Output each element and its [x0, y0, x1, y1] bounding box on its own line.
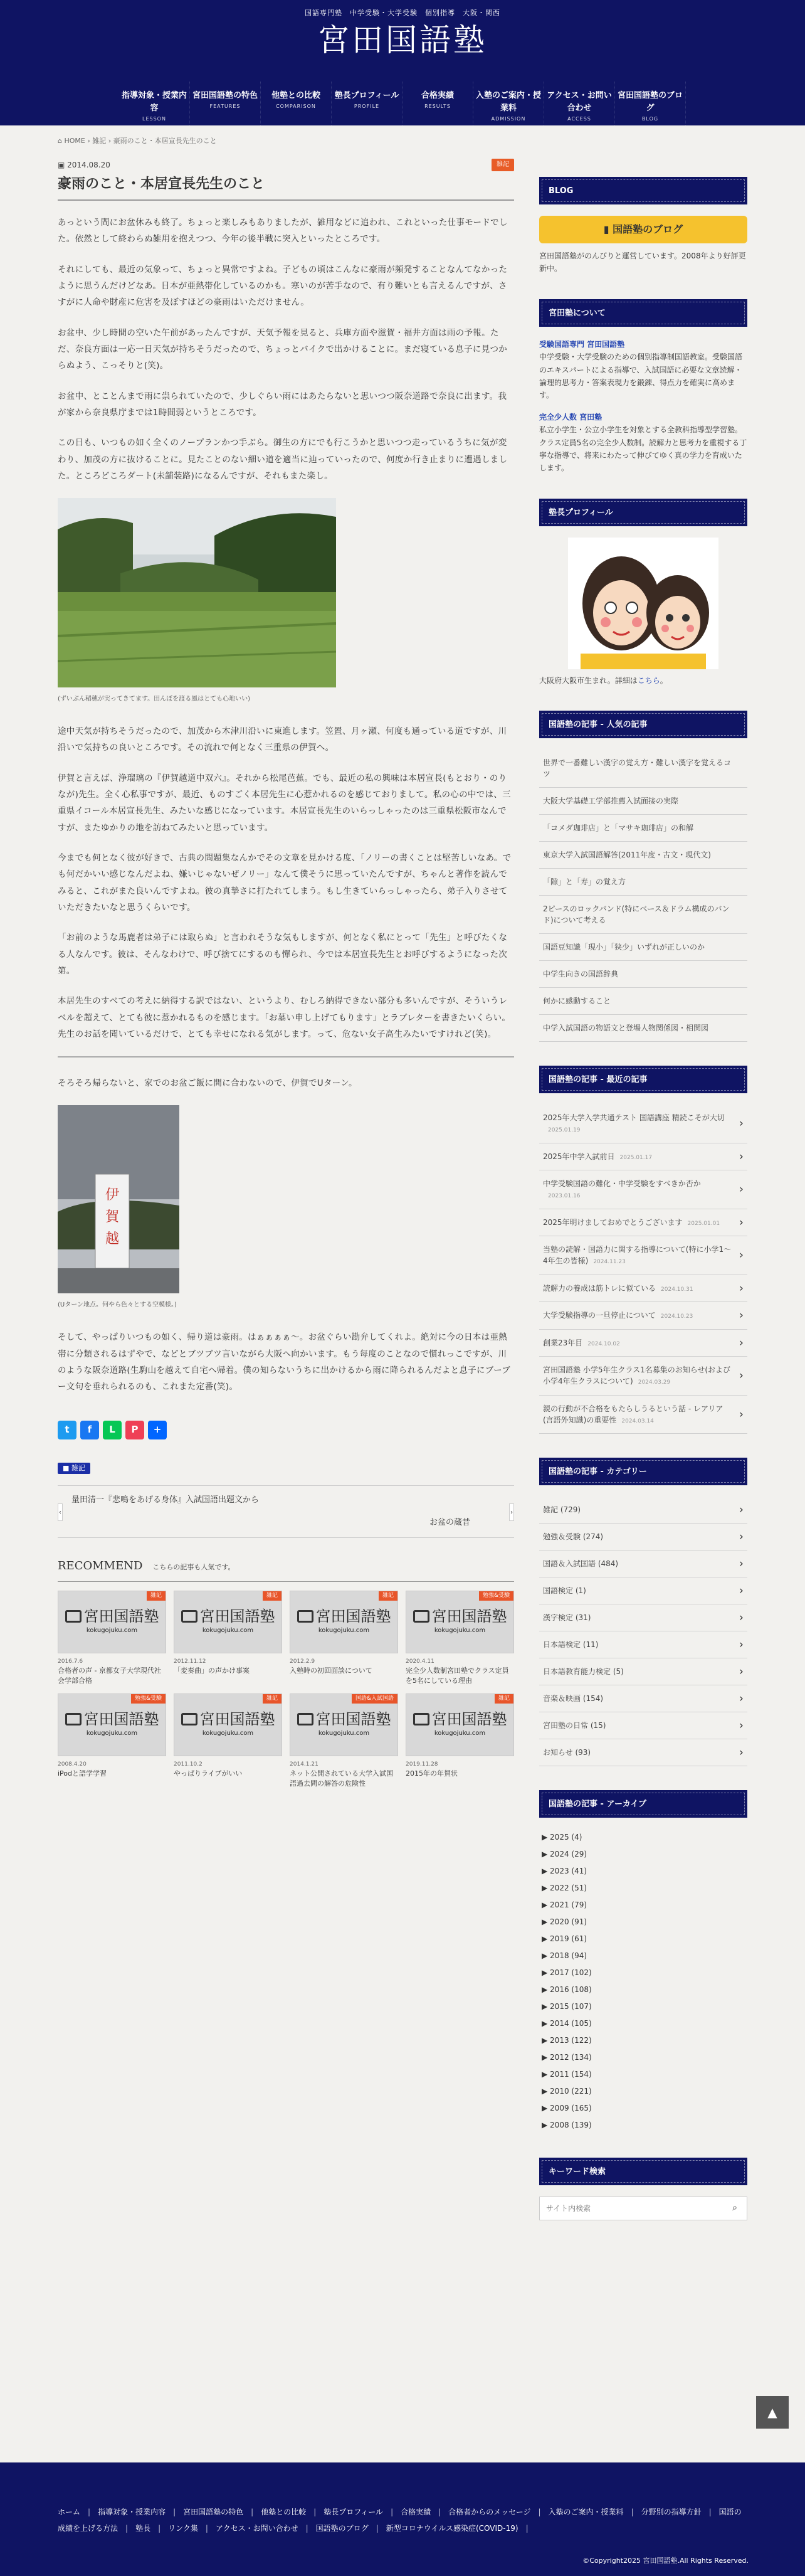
footer-link[interactable]: 宮田国語塾の特色 | — [183, 2508, 253, 2516]
recent-item[interactable] — [539, 1302, 747, 1330]
footer-link[interactable]: 国語塾のブログ | — [316, 2524, 379, 2533]
card-logo-url: kokugojuku.com — [434, 1627, 486, 1635]
recent-item-title: 読解力の養成は筋トレに似ている — [543, 1283, 656, 1293]
category-item[interactable]: 音楽＆映画 (154) › — [539, 1685, 747, 1712]
recommend-card[interactable] — [290, 1693, 398, 1789]
category-item[interactable]: お知らせ (93) › — [539, 1739, 747, 1766]
post-paragraph: 途中天気が持ちそうだったので、加茂から木津川沿いに東進します。笠置、月ヶ瀬、何度も通っている道ですが、川沿いで気持ちの良いところです。その流れで何となく三重県の伊賀へ。 — [58, 726, 507, 753]
widget-title: 国語塾の記事 - 最近の記事 — [539, 1066, 747, 1093]
footer-link[interactable]: 新型コロナウイルス感染症(COVID-19) | — [386, 2524, 529, 2533]
footer-link[interactable]: 国語の成績を上げる方法 | — [58, 2508, 742, 2533]
card-logo: 宮田国語塾 — [181, 1710, 275, 1728]
blog-description: 宮田国語塾がのんびりと運営しています。2008年より好評更新中。 — [539, 252, 746, 273]
recent-item[interactable] — [539, 1275, 747, 1303]
widget-title: 宮田塾について — [539, 299, 747, 327]
prev-post-link[interactable]: 量田清一『悲鳴をあげる身体』入試国語出題文から — [71, 1495, 260, 1505]
about-link-small-class[interactable]: 完全少人数 宮田塾 — [539, 412, 602, 421]
card-category-badge: 雑記 — [263, 1591, 281, 1601]
prev-arrow-icon[interactable]: ‹ — [58, 1503, 63, 1521]
popular-item[interactable]: 東京大学入試国語解答(2011年度・古文・現代文) — [539, 842, 747, 869]
more-share-icon[interactable]: + — [148, 1421, 167, 1439]
nav-comparison[interactable]: 他塾との比較 COMPARISON — [261, 82, 332, 125]
recent-item-title: 2025年明けましておめでとうございます — [543, 1217, 683, 1227]
card-logo-url: kokugojuku.com — [434, 1730, 486, 1737]
search-icon[interactable]: ⌕ — [732, 2203, 737, 2213]
book-icon — [413, 1610, 429, 1623]
card-thumbnail — [58, 1693, 166, 1756]
recommend-card[interactable] — [58, 1693, 166, 1789]
post-paragraph: お盆中、少し時間の空いた午前があったんですが、天気予報を見ると、兵庫方面や滋賀・福井方面は雨の予報。ただ、奈良方面は一応一日天気が持ちそうだったので、ちょっとバイクで出かけることに。まだ寝ている息子に見つからぬよう、こっそりと(笑)。 — [58, 327, 508, 371]
recent-item-date: 2024.03.14 — [621, 1418, 654, 1424]
card-thumbnail — [174, 1693, 282, 1756]
profile-illustration — [568, 538, 718, 669]
archive-item[interactable]: ▶ 2010 (221) — [542, 2087, 592, 2096]
card-date: 2019.11.28 — [406, 1761, 438, 1768]
recent-item-title: 中学受験国語の難化・中学受験をすべきか否か — [543, 1179, 701, 1189]
popular-item[interactable]: 国語豆知識「現小」「狭少」いずれが正しいのか — [539, 934, 747, 961]
footer-link[interactable]: 合格者からのメッセージ | — [448, 2508, 540, 2516]
archive-item[interactable]: ▶ 2022 (51) — [542, 1884, 587, 1893]
card-logo: 宮田国語塾 — [297, 1608, 391, 1625]
pocket-share-icon[interactable]: P — [125, 1421, 144, 1439]
card-date: 2008.4.20 — [58, 1761, 87, 1768]
category-item[interactable]: 日本語検定 (11) › — [539, 1631, 747, 1658]
card-thumbnail — [406, 1693, 514, 1756]
archive-item[interactable]: ▶ 2013 (122) — [542, 2036, 592, 2045]
recommend-card[interactable] — [406, 1693, 514, 1789]
post-paragraph: あっという間にお盆休みも終了。ちょっと楽しみもありましたが、雑用などに追われ、これといった仕事モードでした。依然として終わらぬ雑用を抱えつつ、今年の後半戦に突入といったところです。 — [58, 218, 508, 245]
next-arrow-icon[interactable]: › — [509, 1503, 514, 1521]
archive-widget — [539, 1790, 747, 2134]
footer-link[interactable]: 塾長 | — [135, 2524, 160, 2533]
recent-item-title: 2025年中学入試前日 — [543, 1152, 615, 1161]
recent-item-date: 2023.01.16 — [548, 1193, 581, 1200]
recommend-grid — [58, 1591, 514, 1789]
archive-item[interactable]: ▶ 2024 (29) — [542, 1850, 587, 1859]
recommend-card[interactable] — [174, 1693, 282, 1789]
card-category-badge: 雑記 — [147, 1591, 166, 1601]
archive-list — [539, 1829, 747, 2134]
card-logo-url: kokugojuku.com — [86, 1627, 138, 1635]
post-category-badge[interactable]: 雑記 — [492, 159, 514, 171]
calendar-icon: ▣ — [58, 160, 68, 169]
recent-item-date: 2025.01.19 — [548, 1127, 581, 1134]
category-item[interactable]: 国語検定 (1) › — [539, 1577, 747, 1604]
popular-item[interactable]: 何かに感動すること — [539, 988, 747, 1015]
sign-text-3: 越 — [105, 1231, 120, 1248]
archive-item[interactable]: ▶ 2025 (4) — [542, 1833, 582, 1842]
footer-link[interactable]: 入塾のご案内・授業料 | — [549, 2508, 634, 2516]
twitter-share-icon[interactable]: t — [58, 1421, 76, 1439]
recent-item-title: 創業23年目 — [543, 1338, 583, 1347]
card-logo-url: kokugojuku.com — [86, 1730, 138, 1737]
card-date: 2012.11.12 — [174, 1658, 206, 1665]
copyright: ©Copyright2025 宮田国語塾.All Rights Reserved. — [582, 2557, 749, 2565]
nav-blog[interactable]: 宮田国語塾のブログ BLOG — [615, 82, 686, 125]
book-icon — [65, 1610, 82, 1623]
main-content — [58, 132, 514, 2244]
back-to-top-button[interactable]: ▲ — [756, 2396, 789, 2429]
profile-detail-link[interactable]: こちら — [637, 676, 660, 685]
footer-link[interactable]: 分野別の指導方針 | — [641, 2508, 712, 2516]
divider — [58, 1056, 514, 1057]
archive-item[interactable]: ▶ 2009 (165) — [542, 2104, 592, 2113]
book-icon: ▮ — [603, 223, 613, 235]
card-thumbnail — [406, 1591, 514, 1653]
card-title: 入塾時の初回面談について — [290, 1666, 372, 1675]
post-paragraph: お盆中、とことんまで雨に祟られていたので、少しぐらい雨にはあたらないと思いつつ阪奈道路で奈良に出ます。我が家から奈良県庁までは1時間弱というところです。 — [58, 391, 507, 418]
card-title: 完全少人数制宮田塾でクラス定員を5名にしている理由 — [406, 1666, 509, 1685]
recent-item-date: 2024.10.02 — [587, 1340, 620, 1347]
line-share-icon[interactable]: L — [103, 1421, 122, 1439]
recent-item[interactable] — [539, 1357, 747, 1396]
book-icon — [65, 1713, 82, 1725]
site-logo[interactable]: 宮田国語塾 — [318, 21, 487, 58]
archive-item[interactable]: ▶ 2017 (102) — [542, 1968, 592, 1978]
recent-item[interactable] — [539, 1170, 747, 1209]
popular-item[interactable]: 世界で一番難しい漢字の覚え方・難しい漢字を覚えるコツ — [539, 750, 747, 788]
card-logo: 宮田国語塾 — [297, 1710, 391, 1728]
recent-item-date: 2025.01.01 — [687, 1220, 720, 1227]
recent-item-date: 2024.10.23 — [660, 1313, 693, 1320]
recent-item-title: 2025年大学入学共通テスト 国語講座 精読こそが大切 — [543, 1113, 725, 1123]
archive-item[interactable]: ▶ 2023 (41) — [542, 1867, 587, 1876]
book-icon — [413, 1713, 429, 1725]
about-text-kokugo: 中学受験・大学受験のための個別指導制国語教室。受験国語のエキスパートによる指導で、入試国語に必要な文章読解・論理的思考力・答案表現力を鍛錬、得点力を確実に高めます。 — [539, 352, 743, 400]
recent-item[interactable] — [539, 1330, 747, 1357]
post-paragraph: 「お前のような馬鹿者は弟子には取らぬ」と言われそうな気もしますが、何となく私にとって「先生」と呼びたくなる人なんです。彼は、そんなわけで、呼び捨てにするのも憚られ、今では本居宣長先生とお呼びするようになった次第。 — [58, 933, 508, 976]
nav-access[interactable]: アクセス・お問い合わせ ACCESS — [544, 82, 615, 125]
widget-title: BLOG — [539, 177, 747, 204]
card-title: やっぱりライブがいい — [174, 1769, 243, 1778]
widget-title: 国語塾の記事 - カテゴリー — [539, 1458, 747, 1485]
card-date: 2016.7.6 — [58, 1658, 83, 1665]
site-footer — [0, 2462, 805, 2576]
search-box — [539, 2197, 747, 2220]
recommend-card[interactable] — [406, 1591, 514, 1686]
footer-nav — [58, 2462, 747, 2536]
archive-item[interactable]: ▶ 2021 (79) — [542, 1900, 587, 1910]
category-item[interactable]: 宮田塾の日常 (15) › — [539, 1712, 747, 1739]
recommend-card[interactable] — [58, 1591, 166, 1686]
card-title: 「変奏曲」の声かけ事案 — [174, 1666, 250, 1675]
next-post-link[interactable]: お盆の蔵昔 — [429, 1518, 470, 1528]
card-logo-url: kokugojuku.com — [318, 1627, 370, 1635]
search-widget — [539, 2158, 747, 2220]
footer-link[interactable]: ホーム | — [58, 2508, 90, 2516]
category-item[interactable]: 勉強＆受験 (274) › — [539, 1524, 747, 1550]
category-item[interactable]: 雑記 (729) › — [539, 1497, 747, 1524]
recent-item[interactable] — [539, 1236, 747, 1275]
card-thumbnail — [174, 1591, 282, 1653]
post-navigation — [58, 1485, 514, 1538]
book-icon — [181, 1610, 197, 1623]
footer-link[interactable]: 塾長プロフィール | — [324, 2508, 393, 2516]
card-title: 合格者の声 - 京都女子大学現代社会学部合格 — [58, 1666, 161, 1685]
facebook-share-icon[interactable]: f — [80, 1421, 99, 1439]
card-category-badge: 国語&入試国語 — [352, 1694, 397, 1704]
recent-list — [539, 1105, 747, 1434]
footer-link[interactable]: 他塾との比較 | — [261, 2508, 316, 2516]
share-buttons — [58, 1421, 514, 1439]
widget-title: 塾長プロフィール — [539, 499, 747, 526]
card-thumbnail — [290, 1591, 398, 1653]
nav-admission[interactable]: 入塾のご案内・授業料 ADMISSION — [473, 82, 544, 125]
recommend-section — [58, 1557, 514, 1789]
card-logo-url: kokugojuku.com — [318, 1730, 370, 1737]
book-icon — [181, 1713, 197, 1725]
recent-item-date: 2024.11.23 — [593, 1259, 626, 1266]
card-logo: 宮田国語塾 — [65, 1710, 159, 1728]
post-paragraph: 伊賀と言えば、浄瑠璃の『伊賀越道中双六』。それから松尾芭蕉。でも、最近の私の興味は本居宣長(もとおり・のりなが)先生。全く心私事ですが、最近、ものすごく本居先生に心惹かれるのを感じておりまして。私の心の中では、三重県イコール本居宣長先生、みたいな感じになっています。本居宣長先生のいらっしゃったのは三重県松阪市なんですが、またゆかりの地を訪ねてみたいと思っています。 — [58, 773, 511, 833]
recommend-title: RECOMMEND — [58, 1559, 143, 1573]
recent-item-title: 宮田国語塾 小学5年生クラス1名募集のお知らせ(および小学4年生クラスについて) — [543, 1365, 731, 1386]
recent-item-title: 大学受験指導の一旦停止について — [543, 1311, 656, 1320]
category-item[interactable]: 日本語教育能力検定 (5) › — [539, 1658, 747, 1685]
recent-item-date: 2024.03.29 — [638, 1379, 671, 1386]
card-category-badge: 雑記 — [495, 1694, 513, 1704]
popular-list — [539, 750, 747, 1042]
category-list — [539, 1497, 747, 1766]
archive-item[interactable]: ▶ 2016 (108) — [542, 1985, 592, 1995]
footer-link[interactable]: 指導対象・授業内容 | — [98, 2508, 176, 2516]
card-title: iPodと語学学習 — [58, 1769, 107, 1778]
widget-title: キーワード検索 — [539, 2158, 747, 2185]
card-category-badge: 雑記 — [379, 1591, 397, 1601]
archive-item[interactable]: ▶ 2011 (154) — [542, 2070, 592, 2079]
popular-item[interactable]: 中学入試国語の物語文と登場人物関係図・相関図 — [539, 1015, 747, 1042]
nav-lesson[interactable]: 指導対象・授業内容 LESSON — [119, 82, 190, 125]
post-title: 豪雨のこと・本居宣長先生のこと — [58, 171, 514, 201]
profile-text: 大阪府大阪市生まれ。詳細はこちら。 — [539, 676, 668, 685]
card-date: 2014.1.21 — [290, 1761, 318, 1768]
post-paragraph: 今までも何となく彼が好きで、古典の問題集なんかでその文章を見かける度、「ノリーの書くことは堅苦しいなあ。でも何だかいい感じなんだよね、嫌いじゃないぜノリー」なんて僕そうに思っていたんですが、ちゃんと著作を読んでみると、これがまた良いんですよね。彼の真摯さに打たれてしまう。もし生きていらっしゃったら、弟子入りさせていただきたいなと思うくらいです。 — [58, 853, 512, 913]
popular-item[interactable]: 大阪大学基礎工学部推薦入試面接の実際 — [539, 788, 747, 815]
card-category-badge: 雑記 — [263, 1694, 281, 1704]
sign-text-1: 伊 — [105, 1187, 120, 1204]
breadcrumb[interactable]: ⌂ HOME › 雑記 › 豪雨のこと・本居宣長先生のこと — [58, 137, 217, 145]
popular-item[interactable]: 中学生向きの国語辞典 — [539, 961, 747, 988]
archive-item[interactable]: ▶ 2020 (91) — [542, 1917, 587, 1927]
card-date: 2012.2.9 — [290, 1658, 315, 1665]
widget-title: 国語塾の記事 - 人気の記事 — [539, 711, 747, 738]
global-nav — [0, 82, 805, 125]
footer-link[interactable]: 合格実績 | — [401, 2508, 441, 2516]
archive-item[interactable]: ▶ 2018 (94) — [542, 1951, 587, 1961]
card-logo-url: kokugojuku.com — [202, 1730, 254, 1737]
book-icon — [297, 1610, 313, 1623]
photo-caption: (ずいぶん稲穂が実ってきてます。田んぼを渡る風はとても心地いい) — [58, 696, 251, 703]
recent-item[interactable] — [539, 1209, 747, 1237]
popular-item[interactable]: 「隙」と「寿」の覚え方 — [539, 869, 747, 896]
footer-link[interactable]: リンク集 | — [168, 2524, 208, 2533]
recent-item[interactable] — [539, 1396, 747, 1434]
card-category-badge: 勉強&受験 — [131, 1694, 166, 1704]
recent-item-date: 2024.10.31 — [661, 1286, 693, 1293]
card-logo: 宮田国語塾 — [65, 1608, 159, 1625]
archive-item[interactable]: ▶ 2008 (139) — [542, 2121, 592, 2130]
recent-item[interactable] — [539, 1143, 747, 1171]
about-text-small-class: 私立小学生・公立小学生を対象とする全教科指導型学習塾。クラス定員5名の完全少人数制。読解力と思考力を重視する丁寧な指導で、将来にわたって伸びてゆく真の学力を育成いたします。 — [539, 425, 747, 473]
sidebar — [539, 132, 747, 2244]
post-paragraph: そして、やっぱりいつもの如く、帰り道は豪雨。はぁぁぁぁ～。お盆ぐらい勘弁してくれよ。絶対に今の日本は亜熱帯に分類されるはずやで、などとブツブツ言いながら大阪へ向かいます。もう每度のことなので慣れっこですが、川のような阪奈道路(生駒山を越えて自宅へ帰着。僕の知らないうちに出かけるから雨に降られるんだよと息子にブーブー文句を垂れられるのも、これまた定番(笑)。 — [58, 1332, 511, 1392]
archive-item[interactable]: ▶ 2015 (107) — [542, 2002, 592, 2012]
nav-results[interactable]: 合格実績 RESULTS — [402, 82, 473, 125]
archive-item[interactable]: ▶ 2014 (105) — [542, 2019, 592, 2028]
sign-photo — [58, 1105, 179, 1293]
archive-item[interactable]: ▶ 2012 (134) — [542, 2053, 592, 2062]
card-title: 2015年の年賀状 — [406, 1769, 458, 1778]
card-thumbnail — [290, 1693, 398, 1756]
sign-text-2: 賀 — [105, 1209, 120, 1226]
about-widget — [539, 299, 747, 475]
post-article — [58, 159, 514, 1439]
popular-item[interactable]: 2ピースのロックバンド(特にベース＆ドラム構成のバンド)について考える — [539, 896, 747, 934]
post-paragraph: そろそろ帰らないと、家でのお盆ご飯に間に合わないので、伊賀でUターン。 — [58, 1078, 357, 1089]
card-category-badge: 勉強&受験 — [479, 1591, 513, 1601]
nav-profile[interactable]: 塾長プロフィール PROFILE — [332, 82, 402, 125]
popular-widget — [539, 711, 747, 1042]
site-header — [0, 0, 805, 82]
rice-field-photo — [58, 498, 336, 687]
recent-item-date: 2025.01.17 — [619, 1154, 653, 1161]
card-logo: 宮田国語塾 — [181, 1608, 275, 1625]
recent-item[interactable] — [539, 1105, 747, 1143]
card-date: 2011.10.2 — [174, 1761, 203, 1768]
card-logo: 宮田国語塾 — [413, 1710, 507, 1728]
category-item[interactable]: 国語＆入試国語 (484) › — [539, 1550, 747, 1577]
search-input[interactable] — [540, 2197, 723, 2220]
book-icon — [297, 1713, 313, 1725]
blog-widget — [539, 177, 747, 275]
widget-title: 国語塾の記事 - アーカイブ — [539, 1790, 747, 1818]
card-logo: 宮田国語塾 — [413, 1608, 507, 1625]
post-paragraph: 本居先生のすべての考えに納得する訳ではない、というより、むしろ納得できない部分も多いんですが、そういうレベルを超えて、とても彼に惹かれるものを感じます。「お墓い申し上げてもります」とラブレターを書きたいくらい。先生のお話を聞いているだけで、とても幸せになれる気がします。って、危ない女子高生みたいですけれど(笑)。 — [58, 996, 511, 1039]
recent-widget — [539, 1066, 747, 1434]
post-paragraph: それにしても、最近の気象って、ちょっと異常ですよね。子どもの頃はこんなに豪雨が頻発することなんてなかったように思うんだけどなあ。日本が亜熱帯化しているのかも。寒いのが苦手なので、有り難いとも言えるんですが、さすがに人命や財産に危害を及ぼすほどの豪雨はいただけません。 — [58, 264, 508, 308]
about-link-kokugo[interactable]: 受験国語専門 宮田国語塾 — [539, 339, 625, 349]
category-item[interactable]: 漢字検定 (31) › — [539, 1604, 747, 1631]
blog-button[interactable]: ▮ 国語塾のブログ — [539, 216, 747, 243]
recommend-card[interactable] — [174, 1591, 282, 1686]
recommend-card[interactable] — [290, 1591, 398, 1686]
post-category-chip[interactable]: ■ 雑記 — [58, 1463, 90, 1475]
post-paragraph: この日も、いつもの如く全くのノープランかつ手ぶら。御生の方にでも行こうかと思いつつ走っているうちに気が変わり、加茂の方に抜けることに。見たことのない細い道を適当に辿っていったので、何度か行き止まりに遭遇しました。ところどころダート(未舗装路)になるんですが、それもまた楽し。 — [58, 438, 508, 481]
popular-item[interactable]: 「コメダ珈琲店」と「マサキ珈琲店」の和解 — [539, 815, 747, 842]
card-date: 2020.4.11 — [406, 1658, 434, 1665]
site-tagline: 国語専門塾 中学受験・大学受験 個別指導 大阪・関西 — [305, 9, 500, 17]
profile-widget — [539, 499, 747, 687]
card-title: ネット公開されている大学入試国語過去問の解答の危険性 — [290, 1769, 393, 1788]
recent-item-title: 当塾の読解・国語力に関する指導について(特に小学1〜4年生の皆様) — [543, 1245, 732, 1266]
nav-features[interactable]: 宮田国語塾の特色 FEATURES — [190, 82, 261, 125]
card-logo-url: kokugojuku.com — [202, 1627, 254, 1635]
footer-link[interactable]: アクセス・お問い合わせ | — [216, 2524, 308, 2533]
category-widget — [539, 1458, 747, 1766]
archive-item[interactable]: ▶ 2019 (61) — [542, 1934, 587, 1944]
recent-item-title: 親の行動が不合格をもたらしうるという話 - レアリア(言語外知識)の重要性 — [543, 1404, 723, 1424]
recommend-subtitle: こちらの記事も人気です。 — [152, 1563, 235, 1572]
post-date: ▣ 2014.08.20 — [58, 160, 110, 169]
card-thumbnail — [58, 1591, 166, 1653]
photo-caption: (Uターン地点。何やら色々とする空模様。) — [58, 1301, 177, 1309]
